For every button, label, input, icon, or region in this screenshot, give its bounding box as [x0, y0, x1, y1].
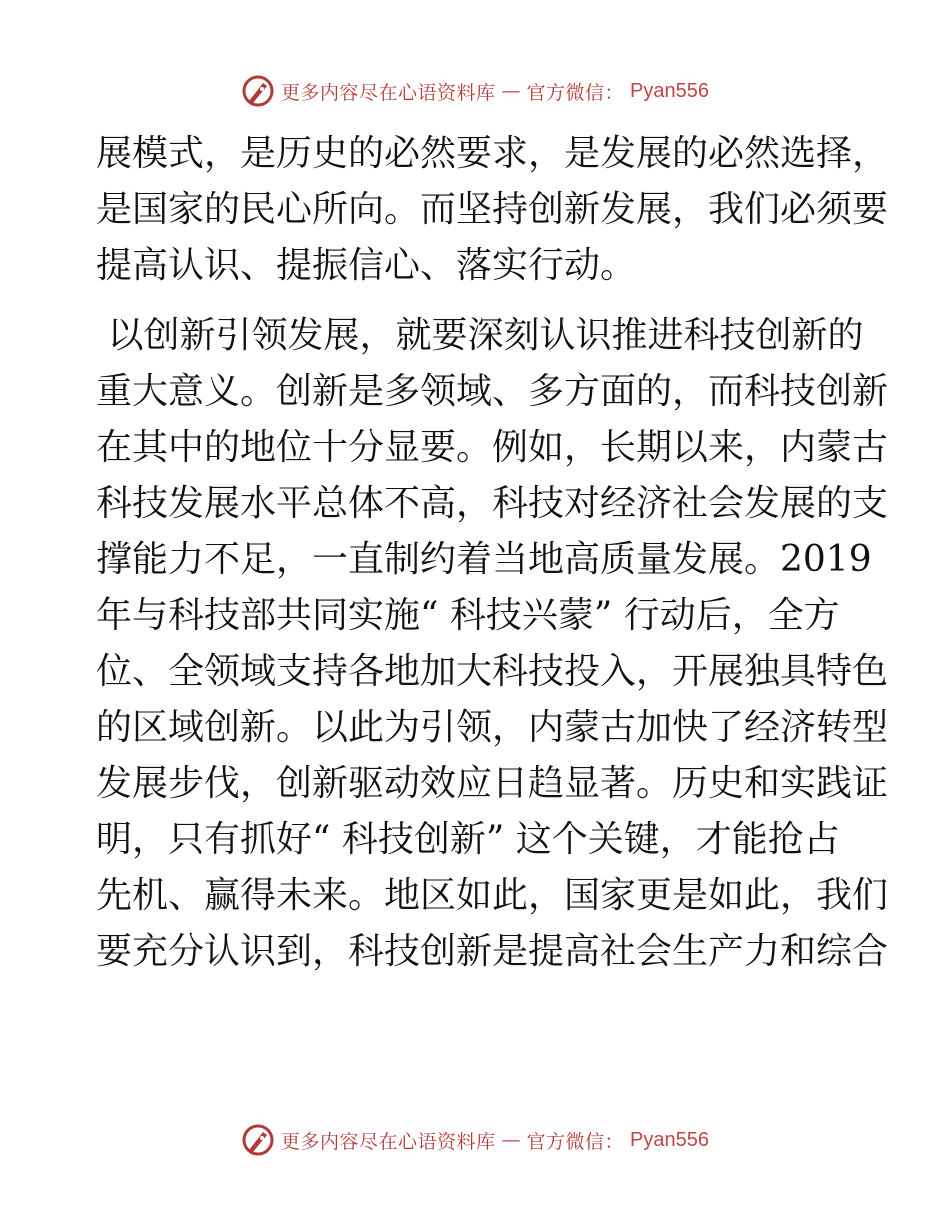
text-line: 科技发展水平总体不高，科技对经济社会发展的支 [96, 483, 889, 524]
text-line: 在其中的地位十分显要。例如，长期以来，内蒙古 [96, 427, 889, 468]
header-text: 更多内容尽在心语资料库 [281, 81, 496, 104]
paragraph-gap [96, 294, 856, 308]
text-line: 要充分认识到，科技创新是提高社会生产力和综合 [96, 931, 889, 972]
text-line: 展模式，是历史的必然要求，是发展的必然选择， [96, 133, 889, 174]
pen-logo-icon [241, 74, 275, 108]
footer-text: 更多内容尽在心语资料库 [281, 1130, 496, 1153]
text-line: 发展步伐，创新驱动效应日趋显著。历史和实践证 [96, 763, 889, 804]
text-line: 以创新引领发展，就要深刻认识推进科技创新的 [96, 315, 864, 356]
header-contact-label: 官方微信： [526, 81, 625, 104]
footer-separator: — [501, 1129, 521, 1151]
text-line: 先机、赢得未来。地区如此，国家更是如此，我们 [96, 875, 889, 916]
paragraph-2 [96, 308, 889, 980]
text-line: 的区域创新。以此为引领，内蒙古加快了经济转型 [96, 707, 889, 748]
text-line: 撑能力不足，一直制约着当地高质量发展。2019 [96, 539, 872, 580]
document-body [96, 126, 889, 980]
header-banner [0, 71, 950, 111]
text-line: 重大意义。创新是多领域、多方面的，而科技创新 [96, 371, 889, 412]
header-contact-id: Pyan556 [630, 79, 709, 102]
text-line: 明，只有抓好“ 科技创新” 这个关键，才能抢占 [96, 819, 840, 860]
pen-logo-icon [241, 1123, 275, 1157]
text-line: 提高认识、提振信心、落实行动。 [96, 245, 637, 286]
footer-banner [0, 1120, 950, 1160]
text-line: 位、全领域支持各地加大科技投入，开展独具特色 [96, 651, 889, 692]
text-line: 年与科技部共同实施“ 科技兴蒙” 行动后，全方 [96, 595, 840, 636]
footer-contact-label: 官方微信： [526, 1130, 625, 1153]
header-separator: — [501, 80, 521, 102]
footer-contact-id: Pyan556 [630, 1128, 709, 1151]
paragraph-1 [96, 126, 889, 294]
text-line: 是国家的民心所向。而坚持创新发展，我们必须要 [96, 189, 889, 230]
